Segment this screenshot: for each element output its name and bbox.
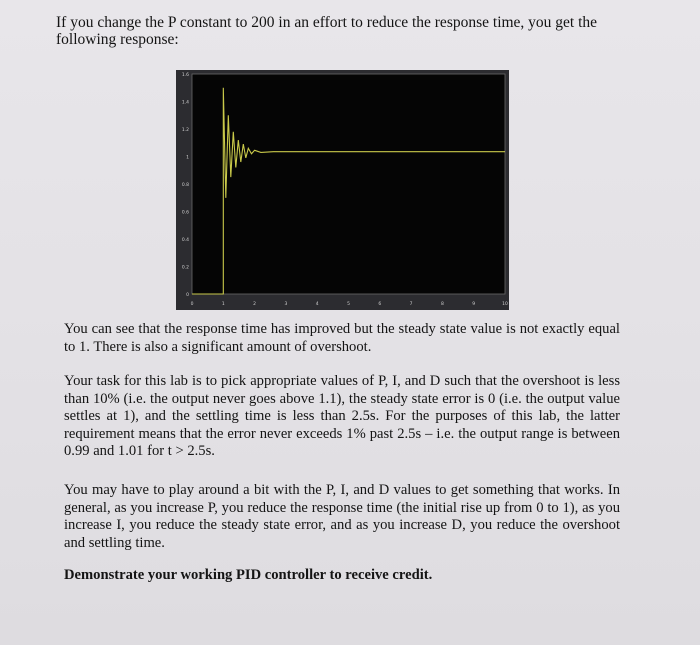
x-tick-label: 4 xyxy=(315,302,319,307)
x-tick-label: 8 xyxy=(440,302,444,307)
x-tick-label: 0 xyxy=(190,302,194,307)
x-tick-label: 9 xyxy=(472,302,476,307)
y-tick-label: 1.4 xyxy=(181,100,189,106)
paragraph-demonstrate-credit: Demonstrate your working PID controller to receive credit. xyxy=(64,567,433,583)
paragraph-response-improved: You can see that the response time has improved but the steady state value is not exactly equal to 1. There is also a significant amount of overshoot. xyxy=(64,321,620,355)
response-chart xyxy=(176,70,509,310)
y-tick-label: 0.6 xyxy=(181,210,189,216)
y-tick-label: 1.2 xyxy=(181,128,189,133)
y-tick-label: 1 xyxy=(186,155,189,161)
y-tick-label: 0.2 xyxy=(181,265,189,271)
x-tick-label: 1 xyxy=(221,302,225,307)
x-tick-label: 7 xyxy=(409,302,413,307)
y-tick-label: 1.6 xyxy=(181,73,189,78)
x-tick-label: 3 xyxy=(284,302,288,307)
paragraph-tuning-hints: You may have to play around a bit with the P, I, and D values to get something that works. In general, as you increase P, you reduce the response time (the initial rise up from 0 to 1), as you increase I, you reduce the steady state error, and as you increase D, you reduce the overshoot and settling time. xyxy=(64,482,620,551)
x-tick-label: 5 xyxy=(347,302,350,307)
paragraph-task-description: Your task for this lab is to pick appropriate values of P, I, and D such that the overshoot is less than 10% (i.e. the output never goes above 1.1), the steady state error is 0 (i.e. the output value settles at 1), and the settling time is less than 2.5s. For the purposes of this lab, the latter requirement means that the error never exceeds 1% past 2.5s – i.e. the output range is between 0.99 and 1.01 for t > 2.5s. xyxy=(64,373,620,459)
x-tick-label: 6 xyxy=(378,302,382,307)
scope-plot xyxy=(176,70,509,310)
x-tick-label: 10 xyxy=(502,302,508,307)
y-tick-label: 0 xyxy=(186,293,189,298)
y-tick-label: 0.4 xyxy=(181,238,189,243)
plot-area xyxy=(192,74,505,294)
x-tick-label: 2 xyxy=(253,302,257,307)
y-tick-label: 0.8 xyxy=(181,183,189,188)
intro-text: If you change the P constant to 200 in an effort to reduce the response time, you get the following response: xyxy=(56,14,598,48)
